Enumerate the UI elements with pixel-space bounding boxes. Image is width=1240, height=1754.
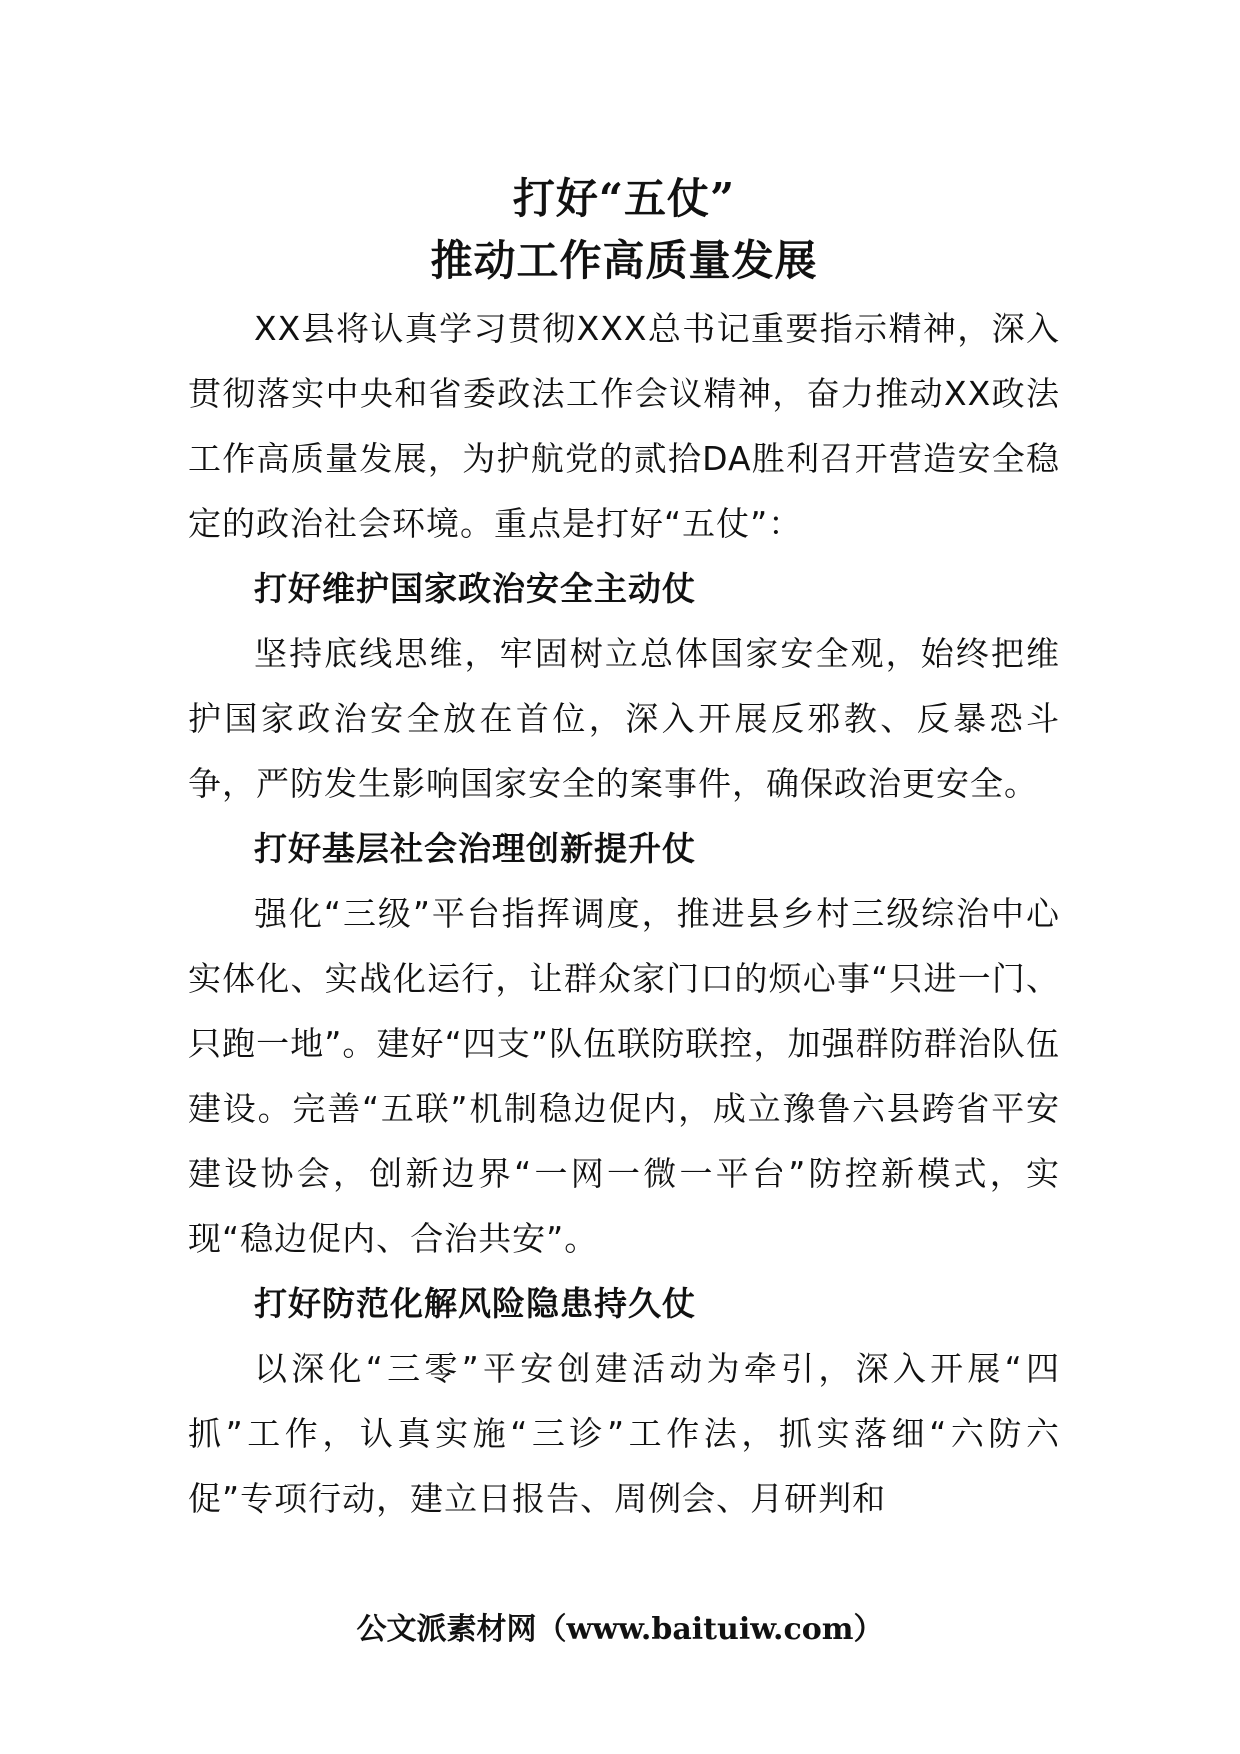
section-heading-3: 打好防范化解风险隐患持久仗 (254, 1284, 696, 1323)
section-heading-2: 打好基层社会治理创新提升仗 (254, 829, 696, 868)
section-paragraph-3: 以深化“三零”平安创建活动为牵引，深入开展“四抓”工作，认真实施“三诊”工作法，抓实落细“六防六促”专项行动，建立日报告、周例会、月研判和 (188, 1349, 1060, 1518)
title-line-2: 推动工作高质量发展 (430, 236, 818, 285)
document-title (188, 168, 1060, 292)
intro-paragraph: XX县将认真学习贯彻XXX总书记重要指示精神，深入贯彻落实中央和省委政法工作会议精神，奋力推动XX政法工作高质量发展，为护航党的贰拾DA胜利召开营造安全稳定的政治社会环境。重点是打好“五仗”： (188, 309, 1060, 543)
section-paragraph-2: 强化“三级”平台指挥调度，推进县乡村三级综治中心实体化、实战化运行，让群众家门口的烦心事“只进一门、只跑一地”。建好“四支”队伍联防联控，加强群防群治队伍建设。完善“五联”机制稳边促内，成立豫鲁六县跨省平安建设协会，创新边界“一网一微一平台”防控新模式，实现“稳边促内、合治共安”。 (188, 894, 1060, 1258)
document-page (188, 168, 1060, 1531)
document-body (188, 296, 1060, 1531)
section-paragraph-1: 坚持底线思维，牢固树立总体国家安全观，始终把维护国家政治安全放在首位，深入开展反邪教、反暴恐斗争，严防发生影响国家安全的案事件，确保政治更安全。 (188, 634, 1060, 803)
title-line-1: 打好“五仗” (512, 174, 736, 223)
footer-source: 公文派素材网（www.baituiw.com） (356, 1612, 884, 1647)
section-heading-1: 打好维护国家政治安全主动仗 (254, 569, 696, 608)
